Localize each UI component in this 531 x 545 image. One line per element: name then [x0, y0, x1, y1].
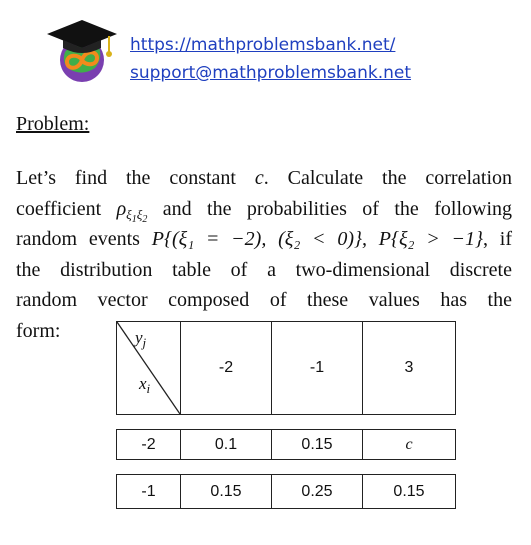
- corner-cell: [117, 322, 181, 415]
- problem-text: [16, 163, 512, 347]
- diagonal-divider: [117, 322, 180, 414]
- x-axis-label: $x_i$: [139, 374, 151, 396]
- row-header: -2: [117, 430, 181, 460]
- problem-line-2: coefficient $\rho_{\xi_1\xi_2}$ and the probabilities of the following: [16, 197, 512, 225]
- problem-heading: Problem:: [16, 113, 90, 135]
- table-cell: 0.15: [363, 475, 456, 509]
- distribution-table: [116, 321, 456, 509]
- table-cell: 0.25: [272, 475, 363, 509]
- rho-symbol: $\rho_{\xi_1\xi_2}$: [116, 197, 148, 225]
- problem-line-4: the distribution table of a two-dimensional discrete: [16, 258, 512, 281]
- problem-line-5: random vector composed of these values has the: [16, 289, 512, 312]
- column-header: 3: [363, 322, 456, 415]
- graduation-cap-globe-icon: [43, 18, 121, 88]
- problem-line-6: form:: [16, 319, 61, 342]
- table-row: [117, 430, 456, 460]
- table-cell: 0.15: [181, 475, 272, 509]
- table-cell: c: [363, 430, 456, 460]
- column-header: -1: [272, 322, 363, 415]
- problem-line-1: Let’s find the constant c. Calculate the correlation: [16, 167, 512, 189]
- contact-links: [130, 31, 411, 87]
- support-email-link[interactable]: support@mathproblemsbank.net: [130, 63, 412, 83]
- event-expression: P{(ξ₁ = −2), (ξ₂ < 0)}, P{ξ₂ > −1}: [151, 228, 484, 251]
- table-cell: 0.15: [272, 430, 363, 460]
- problem-line-3: random events P{(ξ₁ = −2), (ξ₂ < 0)}, P{ξ₂ > −1}, if: [16, 228, 513, 251]
- table-row: [117, 475, 456, 509]
- y-axis-label: $y_j$: [135, 328, 147, 350]
- table-cell: 0.1: [181, 430, 272, 460]
- column-header: -2: [181, 322, 272, 415]
- site-link[interactable]: https://mathproblemsbank.net/: [130, 35, 396, 55]
- row-header: -1: [117, 475, 181, 509]
- logo: [43, 18, 121, 88]
